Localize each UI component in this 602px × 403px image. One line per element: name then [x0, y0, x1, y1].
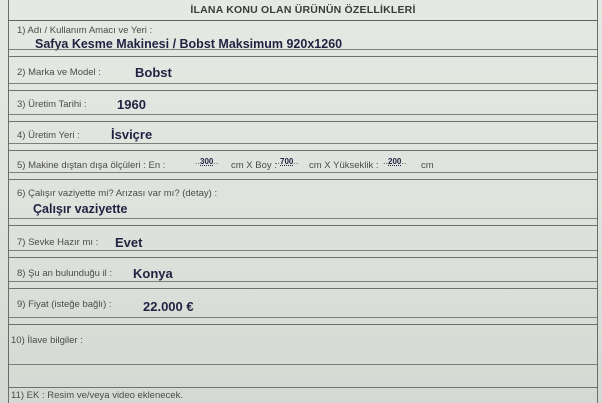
field-row-attachment	[9, 388, 597, 403]
field-value-location: Konya	[133, 266, 173, 281]
field-value-name: Safya Kesme Makinesi / Bobst Maksimum 920x1260	[35, 37, 343, 51]
field-row-production-place	[9, 122, 597, 151]
field-label-dimensions: 5) Makine dıştan dışa ölçüleri : En :	[17, 160, 166, 171]
row-divider	[9, 250, 597, 251]
field-label-attachment: 11) EK : Resim ve/veya video eklenecek.	[11, 390, 183, 401]
field-dimensions-height: ..200..	[383, 156, 407, 166]
field-value-ready-to-ship: Evet	[115, 235, 143, 250]
field-value-brand-model: Bobst	[135, 65, 172, 80]
field-row-working-condition	[9, 180, 597, 226]
field-dimensions-width: ..300..	[195, 156, 219, 166]
field-label-location: 8) Şu an bulunduğu il :	[17, 268, 113, 279]
field-label-price: 9) Fiyat (isteğe bağlı) :	[17, 299, 112, 310]
field-row-name	[9, 21, 597, 57]
field-dimensions-unit: cm	[421, 160, 434, 171]
row-divider	[9, 143, 597, 144]
field-row-dimensions	[9, 151, 597, 180]
field-row-brand-model	[9, 57, 597, 91]
field-label-additional-info: 10) İlave bilgiler :	[11, 335, 83, 346]
height-value: 200	[388, 157, 402, 166]
field-label-production-place: 4) Üretim Yeri :	[17, 130, 80, 141]
field-dimensions-sep2: cm X Yükseklik :	[309, 160, 379, 171]
field-dimensions-sep1: cm X Boy :	[231, 160, 277, 171]
field-label-name: 1) Adı / Kullanım Amacı ve Yeri :	[17, 25, 153, 36]
field-label-working-condition: 6) Çalışır vaziyette mi? Arızası var mı? (detay) :	[17, 188, 218, 199]
row-divider	[9, 317, 597, 318]
length-value: 700	[280, 157, 294, 166]
row-divider	[9, 218, 597, 219]
field-value-price: 22.000 €	[143, 299, 194, 314]
product-features-table	[8, 0, 598, 403]
field-label-ready-to-ship: 7) Sevke Hazır mı :	[17, 237, 99, 248]
field-label-production-date: 3) Üretim Tarihi :	[17, 99, 87, 110]
field-dimensions-length: ..700..	[275, 156, 299, 166]
field-row-production-date	[9, 91, 597, 122]
field-row-additional-info	[9, 325, 597, 388]
row-divider	[9, 114, 597, 115]
field-value-working-condition: Çalışır vaziyette	[33, 202, 128, 216]
row-divider	[9, 49, 597, 50]
field-value-production-place: İsviçre	[111, 127, 153, 142]
field-value-production-date: 1960	[117, 97, 146, 112]
width-value: 300	[200, 157, 214, 166]
field-row-ready-to-ship	[9, 226, 597, 258]
row-divider	[9, 364, 597, 365]
row-divider	[9, 83, 597, 84]
field-label-brand-model: 2) Marka ve Model :	[17, 67, 101, 78]
form-title: İLANA KONU OLAN ÜRÜNÜN ÖZELLİKLERİ	[9, 0, 597, 21]
row-divider	[9, 281, 597, 282]
field-row-price	[9, 289, 597, 325]
row-divider	[9, 172, 597, 173]
field-row-location	[9, 258, 597, 289]
